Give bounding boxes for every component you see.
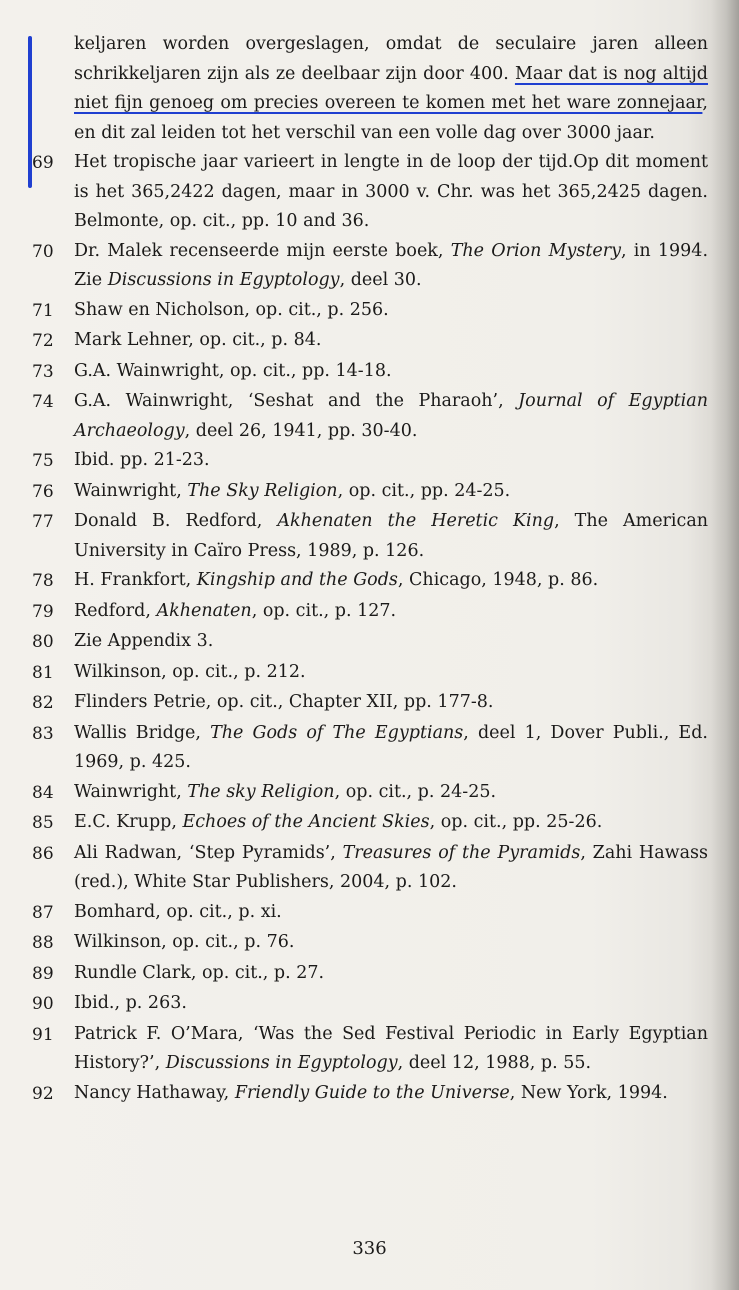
endnote-number: 70 [32,241,54,262]
endnote-number: 77 [32,512,54,532]
endnote-segment: Redford, [74,600,157,621]
continuation-tail: , en dit zal leiden tot het verschil van een volle dag over 3000 jaar. [74,93,708,143]
endnote-segment: , The American University in Caïro Press, 1989, p. 126. [74,511,709,561]
endnote-number: 92 [32,1083,54,1104]
endnote-segment: Wainwright, [74,781,188,802]
endnote-text [74,627,708,657]
endnote-segment: , Chicago, 1948, p. 86. [397,570,599,590]
endnote-segment: Patrick F. O’Mara, ‘Was the Sed Festival Periodic in Early Egyptian History?’, [74,1023,708,1073]
page-number: 336 [352,1238,387,1259]
endnote-item [32,148,708,237]
endnote-segment: Ibid., p. 263. [74,993,187,1013]
endnote-number: 69 [32,153,54,173]
endnote-title: Discussions in Egyptology [165,1053,398,1073]
endnote-text [74,688,708,718]
endnote-item [32,778,708,809]
endnote-segment: , op. cit., pp. 25-26. [429,812,603,832]
endnote-title: The Gods of The Egyptians [210,722,464,743]
endnote-title: Friendly Guide to the Universe [234,1082,510,1103]
endnote-item [32,357,708,388]
endnote-number: 76 [32,481,54,502]
endnote-item [32,326,708,357]
endnote-item [32,477,708,508]
endnote-segment: , op. cit., p. 127. [251,600,397,621]
endnote-segment: , Zahi Hawass (red.), White Star Publishers, 2004, p. 102. [74,842,709,892]
endnote-title: The Sky Religion [187,480,338,501]
endnote-item [32,719,708,778]
endnote-text [74,507,708,566]
endnote-text [74,326,708,356]
endnote-segment: H. Frankfort, [74,570,197,590]
endnote-segment: Nancy Hathaway, [74,1082,235,1103]
endnote-text [74,148,708,237]
endnote-text [74,808,708,838]
endnote-segment: , op. cit., pp. 24-25. [337,480,511,501]
endnote-title: Journal of Egyptian Archaeology [74,391,708,441]
endnote-title: Akhenaten [156,600,252,621]
endnote-item [32,1079,708,1110]
endnote-segment: G.A. Wainwright, ‘Seshat and the Pharaoh’, [74,391,519,411]
endnote-number: 73 [32,361,54,382]
endnote-segment: , deel 30. [339,270,422,290]
endnote-number: 81 [32,662,54,683]
endnote-number: 86 [32,843,54,864]
endnote-segment: Shaw en Nicholson, op. cit., p. 256. [74,299,389,320]
endnote-segment: E.C. Krupp, [74,812,183,832]
endnote-title: Discussions in Egyptology [107,270,340,290]
endnote-text [74,597,708,627]
endnote-text [74,357,708,387]
continuation-text: keljaren worden overgeslagen, omdat de seculaire jaren alleen schrikkeljaren zijn als ze deelbaar zijn door 400. [74,34,708,84]
endnote-segment: Het tropische jaar varieert in lengte in de loop der tijd.Op dit moment is het 365,2422 dagen, maar in 3000 v. Chr. was het 365,2425 dagen. Belmonte, op. cit., pp. 10 and 36. [74,152,708,231]
endnote-segment: , New York, 1994. [509,1082,668,1103]
endnote-text [74,387,708,446]
endnote-text [74,839,708,898]
endnote-number: 80 [32,632,54,652]
endnote-text [74,898,708,928]
endnote-text [74,296,708,326]
endnote-segment: Flinders Petrie, op. cit., Chapter XII, pp. 177-8. [74,692,494,712]
endnote-text [74,778,708,808]
endnote-number: 78 [32,571,54,591]
endnote-segment: G.A. Wainwright, op. cit., pp. 14-18. [74,360,392,381]
endnote-segment: Wainwright, [74,480,188,501]
endnote-segment: , op. cit., p. 24-25. [334,781,497,802]
endnote-item [32,507,708,566]
endnote-item [32,446,708,477]
endnote-number: 75 [32,451,54,471]
endnote-item [32,989,708,1020]
endnote-segment: , deel 12, 1988, p. 55. [397,1053,592,1073]
endnote-segment: Mark Lehner, op. cit., p. 84. [74,330,322,350]
underlined-passage: Maar dat is nog altijd niet fijn genoeg om precies overeen te komen met het ware zonnejaar [74,63,708,113]
endnote-number: 83 [32,723,54,744]
endnote-text [74,989,708,1019]
endnote-segment: Dr. Malek recenseerde mijn eerste boek, [74,240,451,261]
endnote-number: 74 [32,392,54,412]
endnote-item [32,237,708,296]
endnote-item [32,566,708,597]
endnote-text [74,928,708,958]
endnote-item [32,597,708,628]
endnote-segment: Zie Appendix 3. [74,631,214,651]
endnote-title: Echoes of the Ancient Skies [182,812,430,832]
endnote-text [74,658,708,688]
endnote-item [32,658,708,689]
endnote-item [32,296,708,327]
note-continuation [32,30,708,148]
endnote-number: 79 [32,601,54,622]
endnote-item [32,1020,708,1079]
endnote-number: 89 [32,963,54,984]
endnote-segment: , in 1994. Zie [74,240,709,290]
endnote-segment: Bomhard, op. cit., p. xi. [74,901,282,922]
endnote-text [74,1020,708,1079]
endnote-text [74,959,708,989]
endnote-title: Treasures of the Pyramids [342,842,581,863]
endnote-item [32,688,708,719]
endnote-number: 91 [32,1024,54,1045]
endnote-number: 85 [32,813,54,833]
note-items [32,148,708,1109]
endnote-item [32,898,708,929]
endnote-segment: Ali Radwan, ‘Step Pyramids’, [74,842,343,863]
endnote-segment: Rundle Clark, op. cit., p. 27. [74,962,325,983]
endnote-number: 87 [32,902,54,923]
endnotes-list [32,30,708,1109]
endnote-segment: Ibid. pp. 21-23. [74,450,210,470]
endnote-segment: , deel 26, 1941, pp. 30-40. [184,420,418,441]
endnote-text [74,719,708,778]
endnote-title: Akhenaten the Heretic King [277,511,555,531]
endnote-item [32,839,708,898]
endnote-title: The sky Religion [187,781,335,802]
endnote-number: 71 [32,300,54,321]
endnote-title: Kingship and the Gods [196,570,398,590]
endnote-item [32,808,708,839]
endnote-item [32,959,708,990]
endnote-segment: Donald B. Redford, [74,511,278,531]
endnote-segment: Wallis Bridge, [74,722,211,743]
endnote-number: 72 [32,331,54,351]
endnote-segment: Wilkinson, op. cit., p. 212. [74,661,306,682]
endnote-text [74,237,708,296]
endnote-text [74,446,708,476]
endnote-segment: , deel 1, Dover Publi., Ed. 1969, p. 425. [74,722,708,772]
endnote-segment: Wilkinson, op. cit., p. 76. [74,932,295,952]
endnote-number: 90 [32,994,54,1014]
endnote-item [32,387,708,446]
endnote-item [32,928,708,959]
page-gutter-shadow [711,0,739,1290]
endnote-number: 88 [32,933,54,953]
endnote-number: 84 [32,782,54,803]
endnote-title: The Orion Mystery [450,240,622,261]
endnote-text [74,477,708,507]
endnote-text [74,566,708,596]
endnote-number: 82 [32,693,54,713]
endnote-item [32,627,708,658]
endnote-text [74,1079,708,1109]
